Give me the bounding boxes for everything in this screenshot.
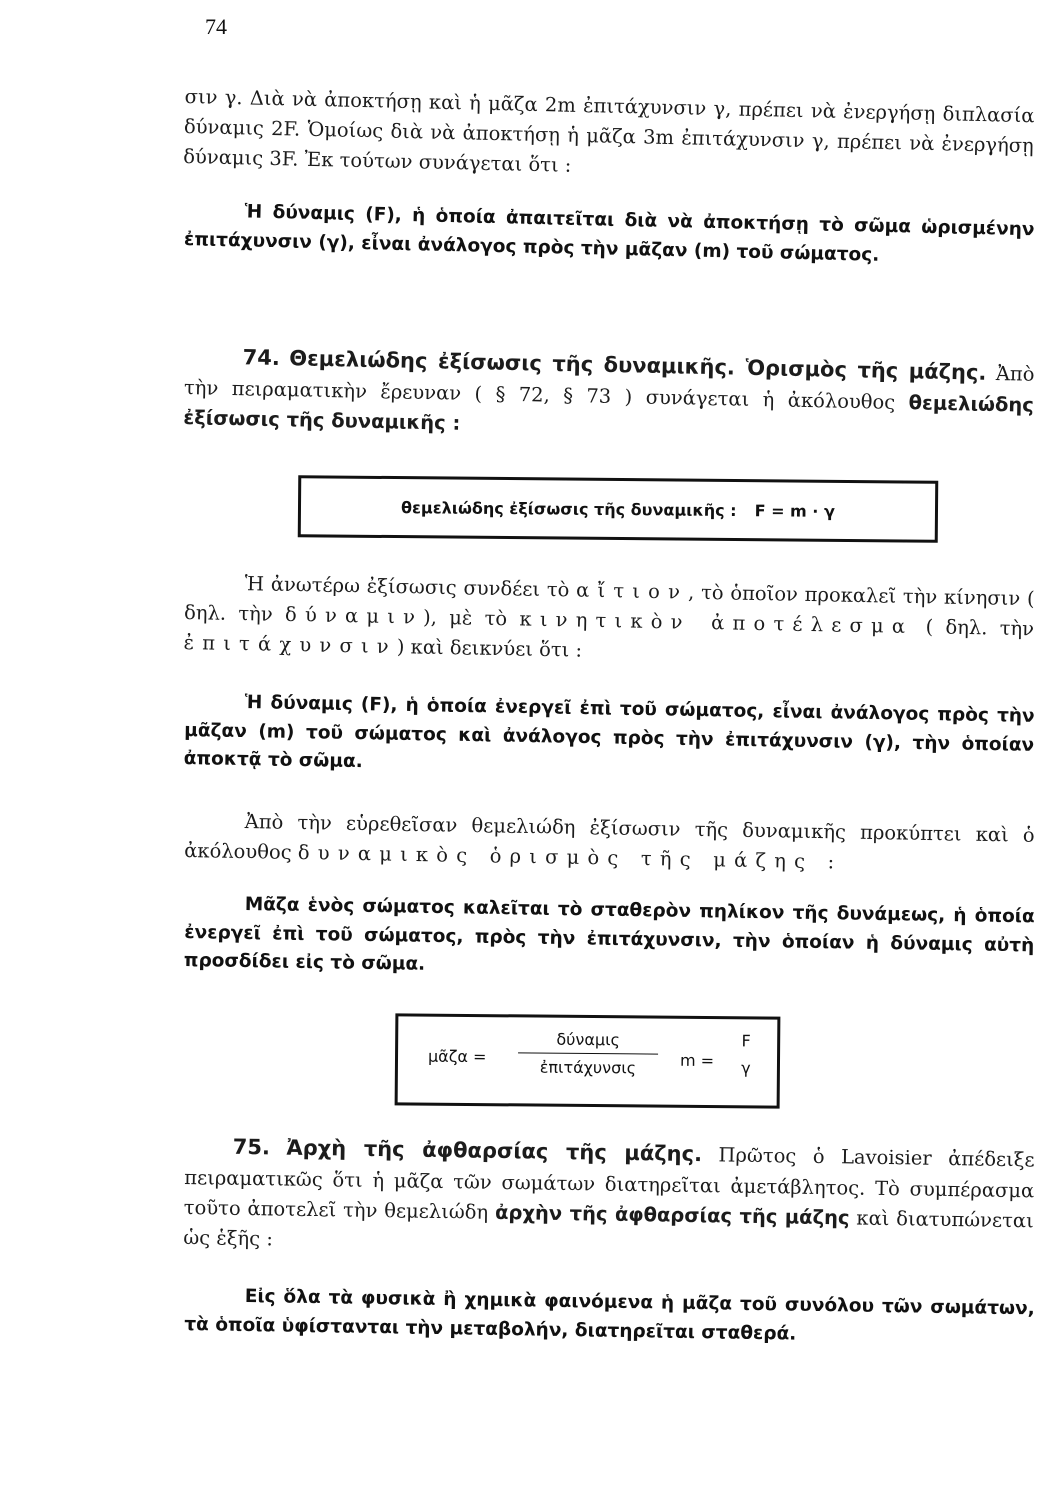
- p3-effect-spaced: κινητικὸν ἀποτέλεσμα: [519, 607, 914, 639]
- paragraph-equation-meaning: [183, 568, 1035, 675]
- fundamental-equation-label: θεμελιώδης ἐξίσωσις τῆς δυναμικῆς :: [401, 497, 737, 520]
- mass-formula-fraction: [518, 1029, 658, 1077]
- p3-text-g: ( δηλ. τὴν: [925, 615, 1035, 641]
- paragraph-dynamic-definition: [184, 806, 1035, 881]
- section-74: [183, 340, 1035, 451]
- law-conservation-of-mass: Εἰς ὅλα τὰ φυσικὰ ἢ χημικὰ φαινόμενα ἡ μᾶζα τοῦ συνόλου τῶν σωμάτων, τὰ ὁποῖα ὑφίστανται τὴν μεταβολήν, διατηρεῖται σταθερά.: [184, 1285, 1035, 1345]
- law-force-proportional-both: Ἡ δύναμις (F), ἡ ὁποία ἐνεργεῖ ἐπὶ τοῦ σώματος, εἶναι ἀνάλογος πρὸς τὴν μᾶζαν (m) τοῦ σώματος καὶ ἀνάλογος πρὸς τὴν ἐπιτάχυνσιν (γ), τὴν ὁποίαν ἀποκτᾷ τὸ σῶμα.: [183, 692, 1035, 773]
- mass-formula-lhs: μᾶζα =: [427, 1046, 487, 1067]
- mass-definition: Μᾶζα ἑνὸς σώματος καλεῖται τὸ σταθερὸν πηλίκον τῆς δυνάμεως, ἡ ὁποία ἐνεργεῖ ἐπὶ τοῦ σώματος, πρὸς τὴν ἐπιτάχυνσιν, τὴν ὁποίαν ἡ δύναμις αὐτὴ προσδίδει εἰς τὸ σῶμα.: [183, 893, 1035, 976]
- mass-formula-box: [395, 1013, 781, 1108]
- page-number: 74: [205, 14, 227, 39]
- mass-formula-denominator: ἐπιτάχυνσις: [539, 1057, 637, 1078]
- law-force-proportional-mass: Ἡ δύναμις (F), ἡ ὁποία ἀπαιτεῖται διὰ νὰ ἀποκτήσῃ τὸ σῶμα ὡρισμένην ἐπιτάχυνσιν (γ), εἶναι ἀνάλογος πρὸς τὴν μᾶζαν (m) τοῦ σώματος.: [183, 201, 1035, 266]
- fundamental-equation: F = m · γ: [754, 500, 835, 521]
- p3-force-spaced: δύναμιν: [284, 603, 424, 629]
- p3-cause-spaced: αἴτιον: [575, 578, 689, 604]
- p3-text-i: ) καὶ δεικνύει ὅτι :: [396, 635, 583, 663]
- p5-text-a: Ἀπὸ τὴν εὑρεθεῖσαν θεμελιώδη ἐξίσωσιν τῆς δυναμικῆς προκύπτει καὶ ὁ ἀκόλουθος: [184, 810, 1035, 865]
- p3-text-a: Ἡ ἀνωτέρω ἐξίσωσις συνδέει τὸ: [244, 572, 570, 602]
- section-74-number: 74.: [242, 345, 281, 370]
- section-74-intro: Ἀπὸ τὴν πειραματικὴν ἔρευναν ( § 72, § 73 ) συνάγεται ἡ ἀκόλουθος: [183, 361, 1035, 414]
- section-74-title: Θεμελιώδης ἐξίσωσις τῆς δυναμικῆς. Ὁρισμὸς τῆς μάζης.: [289, 346, 987, 385]
- section-75-text-b: καὶ διατυπώνεται ὡς ἑξῆς :: [183, 1206, 1034, 1251]
- section-75-title: Ἀρχὴ τῆς ἀφθαρσίας τῆς μάζης.: [286, 1135, 703, 1167]
- paragraph-force-mass-intro: σιν γ. Διὰ νὰ ἀποκτήσῃ καὶ ἡ μᾶζα 2m ἐπιτάχυνσιν γ, πρέπει νὰ ἐνεργήσῃ διπλασία δύναμις 2F. Ὁμοίως διὰ νὰ ἀποκτήσῃ ἡ μᾶζα 3m ἐπιτάχυνσιν γ, πρέπει νὰ ἐνεργήσῃ δύναμις 3F. Ἐκ τούτων συνάγεται ὅτι :: [183, 84, 1035, 178]
- mass-formula-symbol-fraction: [728, 1031, 764, 1077]
- p5-definition-spaced: δυναμικὸς ὁρισμὸς τῆς μάζης :: [297, 841, 843, 874]
- p3-acceleration-spaced: ἐπιτάχυνσιν: [183, 631, 398, 659]
- mass-formula-m-equals: m =: [679, 1050, 715, 1071]
- section-75-bold: ἀρχὴν τῆς ἀφθαρσίας τῆς μάζης: [494, 1200, 850, 1230]
- p3-text-c: , τὸ ὁποῖον προκαλεῖ τὴν κίνησιν ( δηλ. τὴν: [183, 580, 1035, 626]
- section-75-text-a: Πρῶτος ὁ Lavoisier ἀπέδειξε πειραματικῶς ὅτι ἡ μᾶζα τῶν σωμάτων διατηρεῖται ἀμετάβλητος. Τὸ συμπέρασμα τοῦτο ἀποτελεῖ τὴν θεμελιώδη: [183, 1143, 1035, 1224]
- mass-formula-f: F: [741, 1031, 751, 1051]
- mass-formula-gamma: γ: [741, 1058, 751, 1078]
- section-75: [183, 1130, 1035, 1267]
- fundamental-equation-box: [298, 475, 939, 543]
- p3-text-e: ), μὲ τὸ: [422, 605, 508, 631]
- section-75-number: 75.: [232, 1134, 271, 1160]
- section-74-intro-bold: θεμελιώδης ἐξίσωσις τῆς δυναμικῆς :: [183, 390, 1035, 435]
- mass-formula-numerator: δύναμις: [518, 1029, 658, 1054]
